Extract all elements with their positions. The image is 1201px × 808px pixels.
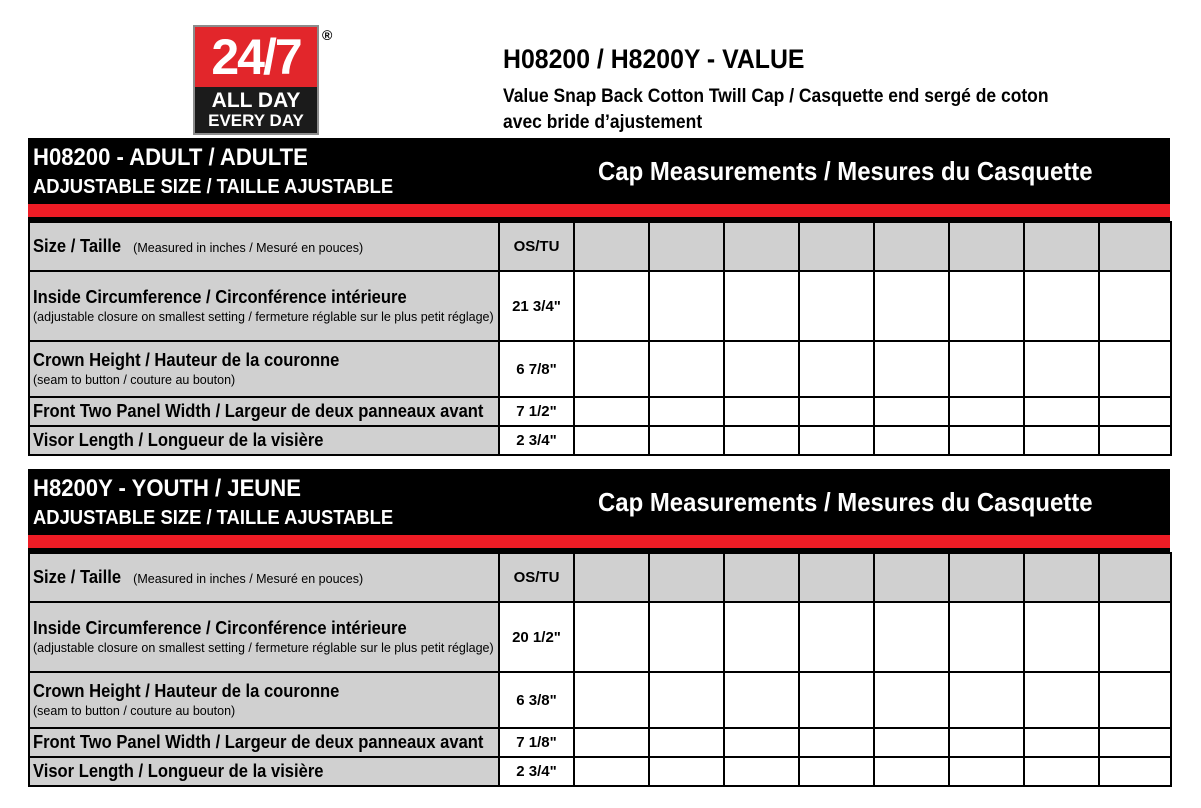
registered-mark: ® [322, 27, 333, 43]
table-row-panel-width [29, 728, 1171, 757]
empty-cell [724, 553, 799, 602]
empty-cell [799, 757, 874, 786]
table-row-panel-width [29, 397, 1171, 426]
logo-tagline [193, 87, 319, 135]
empty-cell [649, 757, 724, 786]
measurement-table [28, 552, 1172, 787]
logo-tagline-line1: ALL DAY [211, 89, 301, 112]
empty-cell [949, 602, 1024, 672]
empty-cell [949, 271, 1024, 341]
empty-cell [799, 222, 874, 271]
empty-cell [1024, 553, 1099, 602]
table-row-circumference [29, 602, 1171, 672]
empty-cell [574, 672, 649, 728]
empty-cell [649, 341, 724, 397]
empty-cell [799, 341, 874, 397]
section-caption: Cap Measurements / Mesures du Casquette [598, 487, 1093, 517]
table-row-visor-length [29, 757, 1171, 786]
size-note: (Measured in inches / Mesuré en pouces) [133, 572, 364, 586]
empty-cell [649, 222, 724, 271]
row-label [29, 271, 499, 341]
crown-height-value: 6 3/8" [499, 672, 574, 728]
empty-cell [649, 602, 724, 672]
table-row-size [29, 553, 1171, 602]
empty-cell [874, 341, 949, 397]
empty-cell [649, 271, 724, 341]
crown-height-note: (seam to button / couture au bouton) [33, 703, 236, 718]
document-title: H08200 / H8200Y - VALUE [503, 44, 805, 74]
empty-cell [799, 602, 874, 672]
empty-cell [874, 602, 949, 672]
youth-section [28, 469, 1170, 787]
empty-cell [724, 222, 799, 271]
logo-tagline-line2: EVERY DAY [208, 111, 304, 130]
empty-cell [949, 553, 1024, 602]
crown-height-label: Crown Height / Hauteur de la couronne [33, 680, 340, 701]
empty-cell [574, 757, 649, 786]
empty-cell [949, 728, 1024, 757]
table-row-crown-height [29, 672, 1171, 728]
row-label [29, 602, 499, 672]
empty-cell [724, 426, 799, 455]
visor-length-value: 2 3/4" [499, 426, 574, 455]
empty-cell [574, 553, 649, 602]
empty-cell [1024, 426, 1099, 455]
empty-cell [874, 757, 949, 786]
empty-cell [574, 222, 649, 271]
empty-cell [574, 271, 649, 341]
empty-cell [874, 426, 949, 455]
empty-cell [574, 602, 649, 672]
empty-cell [799, 553, 874, 602]
empty-cell [724, 672, 799, 728]
empty-cell [1024, 271, 1099, 341]
crown-height-label: Crown Height / Hauteur de la couronne [33, 349, 340, 370]
size-note: (Measured in inches / Mesuré en pouces) [133, 241, 364, 255]
empty-cell [1099, 426, 1171, 455]
empty-cell [649, 397, 724, 426]
empty-cell [1099, 341, 1171, 397]
section-heading: H08200 - ADULT / ADULTE [33, 144, 308, 171]
empty-cell [874, 222, 949, 271]
circumference-note: (adjustable closure on smallest setting / fermeture réglable sur le plus petit réglage) [33, 640, 494, 655]
row-label [29, 426, 499, 455]
empty-cell [724, 728, 799, 757]
empty-cell [724, 757, 799, 786]
empty-cell [649, 728, 724, 757]
adult-section [28, 138, 1170, 456]
circumference-value: 21 3/4" [499, 271, 574, 341]
visor-length-label: Visor Length / Longueur de la visière [33, 761, 324, 781]
section-header [28, 469, 1170, 535]
visor-length-label: Visor Length / Longueur de la visière [33, 430, 324, 450]
visor-length-value: 2 3/4" [499, 757, 574, 786]
section-header [28, 138, 1170, 204]
circumference-note: (adjustable closure on smallest setting / fermeture réglable sur le plus petit réglage) [33, 309, 494, 324]
empty-cell [799, 397, 874, 426]
row-label [29, 728, 499, 757]
empty-cell [1099, 757, 1171, 786]
empty-cell [1024, 341, 1099, 397]
table-row-size [29, 222, 1171, 271]
empty-cell [724, 341, 799, 397]
row-label [29, 672, 499, 728]
empty-cell [574, 397, 649, 426]
table-row-circumference [29, 271, 1171, 341]
empty-cell [1099, 728, 1171, 757]
section-subheading: ADJUSTABLE SIZE / TAILLE AJUSTABLE [33, 507, 394, 529]
document-subtitle-line2: avec bride d’ajustement [503, 112, 703, 133]
empty-cell [724, 271, 799, 341]
empty-cell [874, 271, 949, 341]
empty-cell [799, 426, 874, 455]
panel-width-label: Front Two Panel Width / Largeur de deux panneaux avant [33, 401, 484, 421]
accent-bar [28, 535, 1170, 548]
empty-cell [874, 397, 949, 426]
row-label [29, 341, 499, 397]
empty-cell [874, 672, 949, 728]
empty-cell [1099, 553, 1171, 602]
empty-cell [1099, 222, 1171, 271]
empty-cell [799, 728, 874, 757]
empty-cell [1099, 271, 1171, 341]
empty-cell [574, 341, 649, 397]
table-row-crown-height [29, 341, 1171, 397]
row-label [29, 222, 499, 271]
empty-cell [1099, 397, 1171, 426]
panel-width-label: Front Two Panel Width / Largeur de deux panneaux avant [33, 732, 484, 752]
section-caption: Cap Measurements / Mesures du Casquette [598, 156, 1093, 186]
document-subtitle-line1: Value Snap Back Cotton Twill Cap / Casquette end sergé de coton [503, 86, 1049, 107]
table-row-visor-length [29, 426, 1171, 455]
row-label [29, 397, 499, 426]
empty-cell [649, 672, 724, 728]
size-value: OS/TU [499, 222, 574, 271]
crown-height-note: (seam to button / couture au bouton) [33, 372, 236, 387]
size-label: Size / Taille [33, 236, 122, 256]
empty-cell [799, 271, 874, 341]
circumference-label: Inside Circumference / Circonférence intérieure [33, 617, 407, 638]
empty-cell [949, 397, 1024, 426]
empty-cell [949, 757, 1024, 786]
accent-bar [28, 204, 1170, 217]
size-label: Size / Taille [33, 567, 122, 587]
empty-cell [1099, 672, 1171, 728]
crown-height-value: 6 7/8" [499, 341, 574, 397]
empty-cell [1024, 672, 1099, 728]
row-label [29, 553, 499, 602]
empty-cell [949, 672, 1024, 728]
row-label [29, 757, 499, 786]
empty-cell [1024, 397, 1099, 426]
empty-cell [949, 222, 1024, 271]
empty-cell [1024, 222, 1099, 271]
empty-cell [949, 426, 1024, 455]
empty-cell [1024, 602, 1099, 672]
document-subtitle [503, 84, 1110, 136]
empty-cell [574, 426, 649, 455]
empty-cell [574, 728, 649, 757]
section-heading: H8200Y - YOUTH / JEUNE [33, 475, 301, 502]
logo-number: 24/7 [193, 25, 319, 87]
empty-cell [1099, 602, 1171, 672]
empty-cell [874, 553, 949, 602]
empty-cell [949, 341, 1024, 397]
circumference-label: Inside Circumference / Circonférence intérieure [33, 286, 407, 307]
empty-cell [874, 728, 949, 757]
empty-cell [1024, 728, 1099, 757]
size-value: OS/TU [499, 553, 574, 602]
empty-cell [799, 672, 874, 728]
empty-cell [724, 397, 799, 426]
section-subheading: ADJUSTABLE SIZE / TAILLE AJUSTABLE [33, 176, 394, 198]
brand-logo [193, 25, 319, 135]
measurement-table [28, 221, 1172, 456]
empty-cell [1024, 757, 1099, 786]
empty-cell [649, 426, 724, 455]
empty-cell [724, 602, 799, 672]
panel-width-value: 7 1/8" [499, 728, 574, 757]
empty-cell [649, 553, 724, 602]
panel-width-value: 7 1/2" [499, 397, 574, 426]
circumference-value: 20 1/2" [499, 602, 574, 672]
